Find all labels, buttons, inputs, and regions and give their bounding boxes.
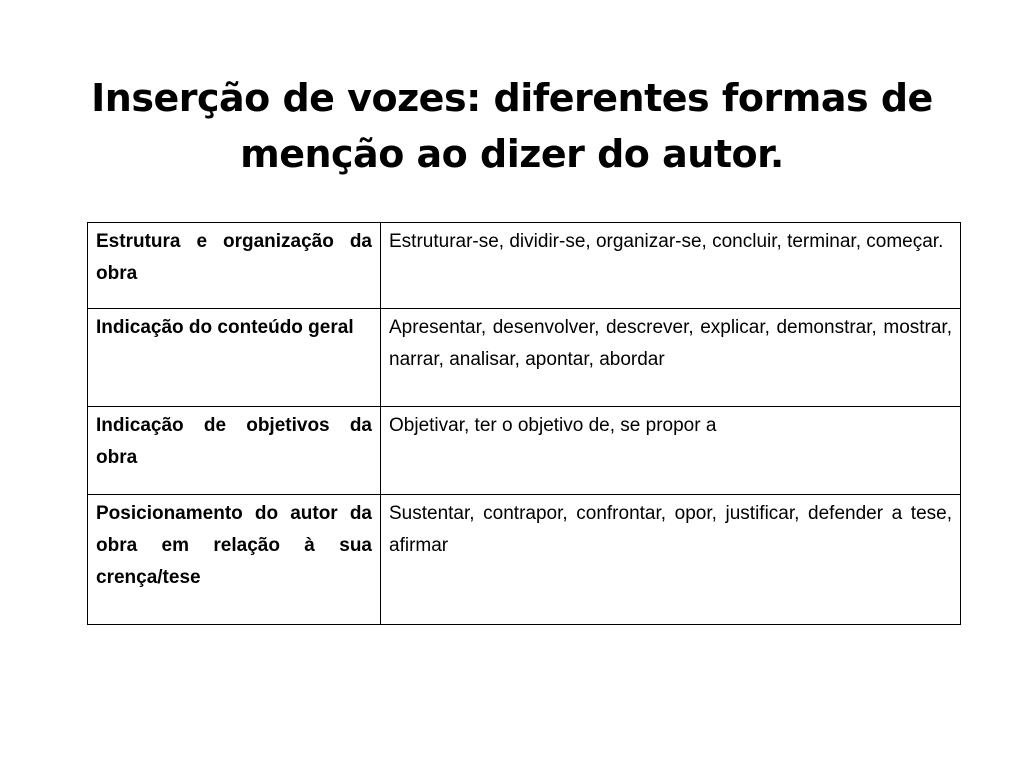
verbs-cell: Estruturar-se, dividir-se, organizar-se, concluir, terminar, começar. [381, 223, 961, 309]
category-cell: Indicação do conteúdo geral [88, 309, 381, 407]
category-cell: Posicionamento do autor da obra em relação à sua crença/tese [88, 495, 381, 625]
verbs-cell: Objetivar, ter o objetivo de, se propor a [381, 407, 961, 495]
verbs-cell: Apresentar, desenvolver, descrever, explicar, demonstrar, mostrar, narrar, analisar, apontar, abordar [381, 309, 961, 407]
category-cell: Estrutura e organização da obra [88, 223, 381, 309]
citation-verbs-table [87, 222, 961, 625]
citation-verbs-table-container [87, 222, 961, 625]
table-row [88, 223, 961, 309]
category-cell: Indicação de objetivos da obra [88, 407, 381, 495]
verbs-cell: Sustentar, contrapor, confrontar, opor, justificar, defender a tese, afirmar [381, 495, 961, 625]
slide-title: Inserção de vozes: diferentes formas de menção ao dizer do autor. [91, 76, 933, 176]
table-row [88, 495, 961, 625]
table-row [88, 407, 961, 495]
table-row [88, 309, 961, 407]
